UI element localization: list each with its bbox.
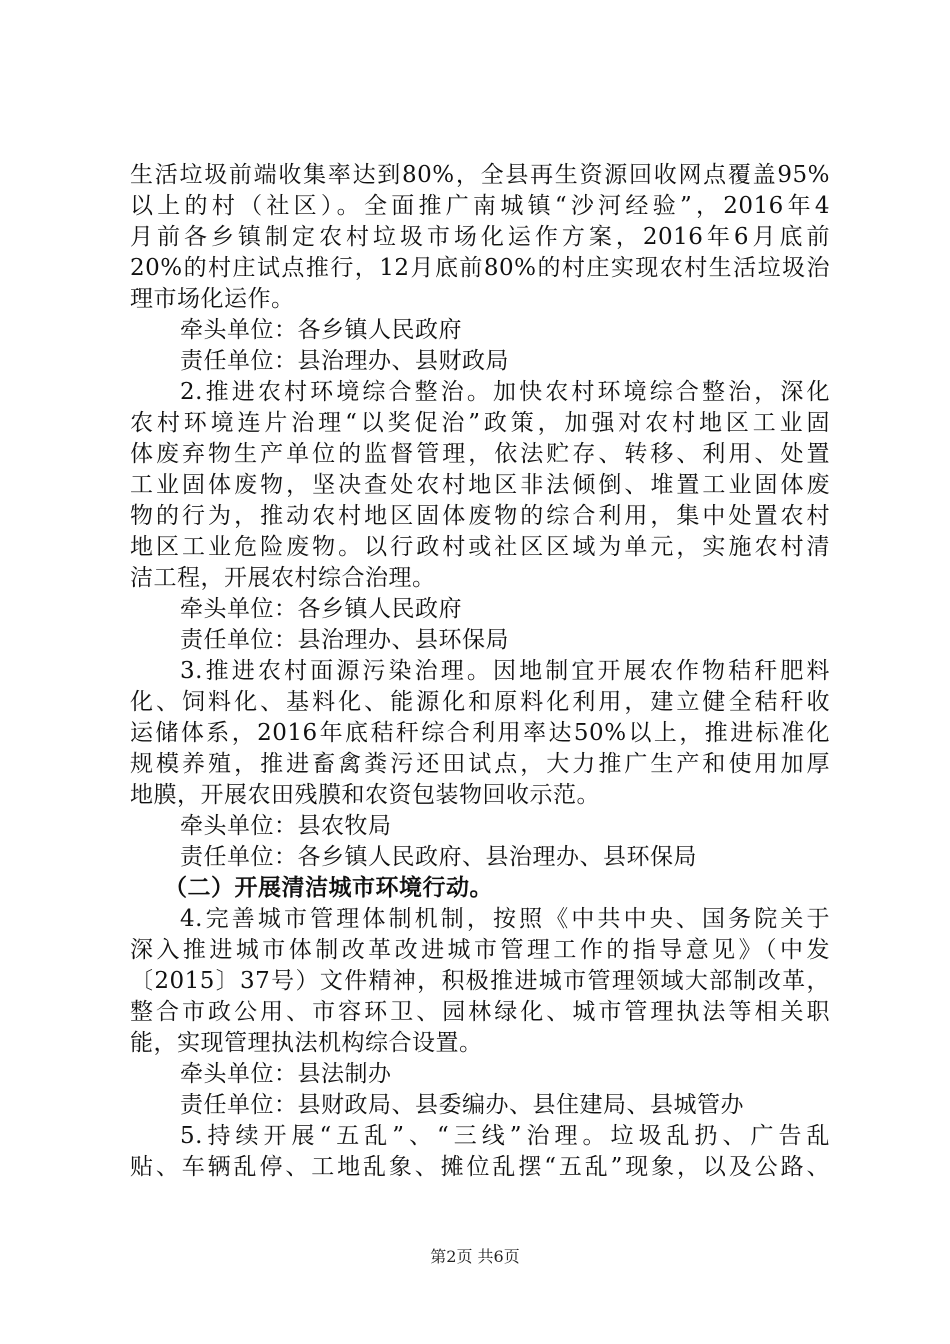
body-line: 能，实现管理执法机构综合设置。 — [130, 1030, 483, 1056]
section-heading: （二）开展清洁城市环境行动。 — [164, 875, 493, 901]
body-line: 深入推进城市体制改革改进城市管理工作的指导意见》（中发 — [130, 937, 830, 963]
lead-unit-line: 牵头单位：各乡镇人民政府 — [180, 317, 462, 343]
page-number-footer: 第2页 共6页 — [430, 1247, 520, 1266]
body-line: 运储体系，2016年底秸秆综合利用率达50%以上，推进标准化 — [130, 720, 830, 746]
body-line: 生活垃圾前端收集率达到80%，全县再生资源回收网点覆盖95% — [130, 162, 830, 188]
body-line: 地膜，开展农田残膜和农资包装物回收示范。 — [130, 782, 600, 808]
body-line: 4.完善城市管理体制机制，按照《中共中央、国务院关于 — [180, 906, 830, 932]
body-line: 3.推进农村面源污染治理。因地制宜开展农作物秸秆肥料 — [180, 658, 830, 684]
body-line: 理市场化运作。 — [130, 286, 295, 312]
body-line: 以上的村（社区）。全面推广南城镇“沙河经验”，2016年4 — [130, 193, 830, 219]
lead-unit-line: 牵头单位：县农牧局 — [180, 813, 392, 839]
document-body — [130, 160, 830, 1183]
body-line: 化、饲料化、基料化、能源化和原料化利用，建立健全秸秆收 — [130, 689, 830, 715]
body-line: 工业固体废物，坚决查处农村地区非法倾倒、堆置工业固体废 — [130, 472, 830, 498]
body-line: 物的行为，推动农村地区固体废物的综合利用，集中处置农村 — [130, 503, 830, 529]
body-line: 洁工程，开展农村综合治理。 — [130, 565, 436, 591]
body-line: 整合市政公用、市容环卫、园林绿化、城市管理执法等相关职 — [130, 999, 830, 1025]
body-line: 20%的村庄试点推行，12月底前80%的村庄实现农村生活垃圾治 — [130, 255, 830, 281]
body-line: 5.持续开展“五乱”、“三线”治理。垃圾乱扔、广告乱 — [180, 1123, 830, 1149]
responsible-unit-line: 责任单位：各乡镇人民政府、县治理办、县环保局 — [180, 844, 697, 870]
body-line: 〔2015〕37号）文件精神，积极推进城市管理领域大部制改革， — [130, 968, 830, 994]
body-line: 地区工业危险废物。以行政村或社区区域为单元，实施农村清 — [130, 534, 830, 560]
body-line: 农村环境连片治理“以奖促治”政策，加强对农村地区工业固 — [130, 410, 830, 436]
lead-unit-line: 牵头单位：各乡镇人民政府 — [180, 596, 462, 622]
body-line: 体废弃物生产单位的监督管理，依法贮存、转移、利用、处置 — [130, 441, 830, 467]
lead-unit-line: 牵头单位：县法制办 — [180, 1061, 392, 1087]
body-line: 贴、车辆乱停、工地乱象、摊位乱摆“五乱”现象，以及公路、 — [130, 1154, 830, 1180]
responsible-unit-line: 责任单位：县治理办、县环保局 — [180, 627, 509, 653]
body-line: 2.推进农村环境综合整治。加快农村环境综合整治，深化 — [180, 379, 830, 405]
responsible-unit-line: 责任单位：县治理办、县财政局 — [180, 348, 509, 374]
body-line: 规模养殖，推进畜禽粪污还田试点，大力推广生产和使用加厚 — [130, 751, 830, 777]
responsible-unit-line: 责任单位：县财政局、县委编办、县住建局、县城管办 — [180, 1092, 744, 1118]
body-line: 月前各乡镇制定农村垃圾市场化运作方案，2016年6月底前 — [130, 224, 830, 250]
